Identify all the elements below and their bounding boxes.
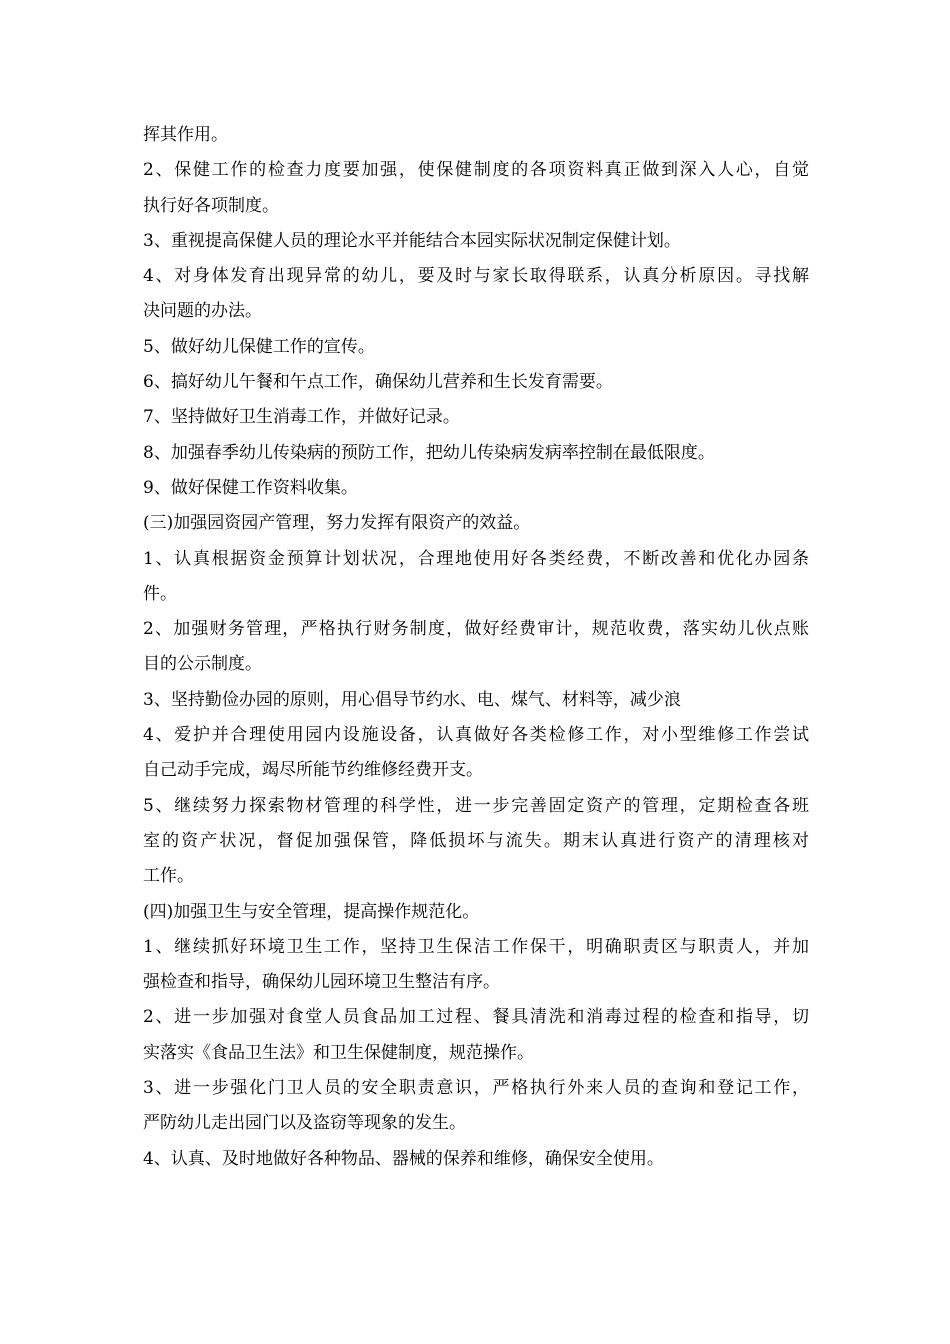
text-line: 7、坚持做好卫生消毒工作，并做好记录。: [143, 407, 460, 428]
text-line: 2、保健工作的检查力度要加强，使保健制度的各项资料真正做到深入人心，自觉: [143, 160, 809, 181]
text-line: 6、搞好幼儿午餐和午点工作，确保幼儿营养和生长发育需要。: [143, 372, 613, 393]
text-line: 件。: [143, 583, 177, 604]
text-line: 2、进一步加强对食堂人员食品加工过程、餐具清洗和消毒过程的检查和指导，切: [143, 1007, 809, 1028]
text-line: 1、继续抓好环境卫生工作，坚持卫生保洁工作保干，明确职责区与职责人，并加: [143, 936, 809, 957]
text-line: 5、做好幼儿保健工作的宣传。: [143, 336, 375, 357]
text-line: 自己动手完成，竭尽所能节约维修经费开支。: [143, 760, 483, 781]
text-line: 1、认真根据资金预算计划状况，合理地使用好各类经费，不断改善和优化办园条: [143, 548, 809, 569]
section-heading: (三)加强园资园产管理，努力发挥有限资产的效益。: [143, 513, 531, 534]
text-line: 4、爱护并合理使用园内设施设备，认真做好各类检修工作，对小型维修工作尝试: [143, 725, 809, 746]
text-line: 室的资产状况，督促加强保管，降低损坏与流失。期末认真进行资产的清理核对: [143, 830, 809, 851]
text-line: 3、坚持勤俭办园的原则，用心倡导节约水、电、煤气、材料等，减少浪: [143, 689, 681, 710]
section-heading: (四)加强卫生与安全管理，提高操作规范化。: [143, 901, 480, 922]
text-line: 严防幼儿走出园门以及盗窃等现象的发生。: [143, 1113, 466, 1134]
text-line: 挥其作用。: [143, 125, 228, 145]
text-line: 5、继续努力探索物材管理的科学性，进一步完善固定资产的管理，定期检查各班: [143, 795, 809, 816]
text-line: 4、对身体发育出现异常的幼儿，要及时与家长取得联系，认真分析原因。寻找解: [143, 266, 809, 287]
text-line: 2、加强财务管理，严格执行财务制度，做好经费审计，规范收费，落实幼儿伙点账: [143, 619, 809, 640]
text-line: 4、认真、及时地做好各种物品、器械的保养和维修，确保安全使用。: [143, 1148, 664, 1169]
text-line: 实落实《食品卫生法》和卫生保健制度，规范操作。: [143, 1042, 534, 1063]
text-line: 3、重视提高保健人员的理论水平并能结合本园实际状况制定保健计划。: [143, 230, 681, 251]
text-line: 9、做好保健工作资料收集。: [143, 477, 358, 498]
text-line: 强检查和指导，确保幼儿园环境卫生整洁有序。: [143, 972, 500, 993]
text-line: 执行好各项制度。: [143, 195, 279, 216]
text-line: 8、加强春季幼儿传染病的预防工作，把幼儿传染病发病率控制在最低限度。: [143, 442, 715, 463]
text-line: 决问题的办法。: [143, 301, 262, 322]
text-line: 目的公示制度。: [143, 654, 262, 675]
text-line: 3、进一步强化门卫人员的安全职责意识，严格执行外来人员的查询和登记工作，: [143, 1078, 809, 1099]
text-line: 工作。: [143, 866, 194, 887]
document-body: [143, 118, 809, 1177]
